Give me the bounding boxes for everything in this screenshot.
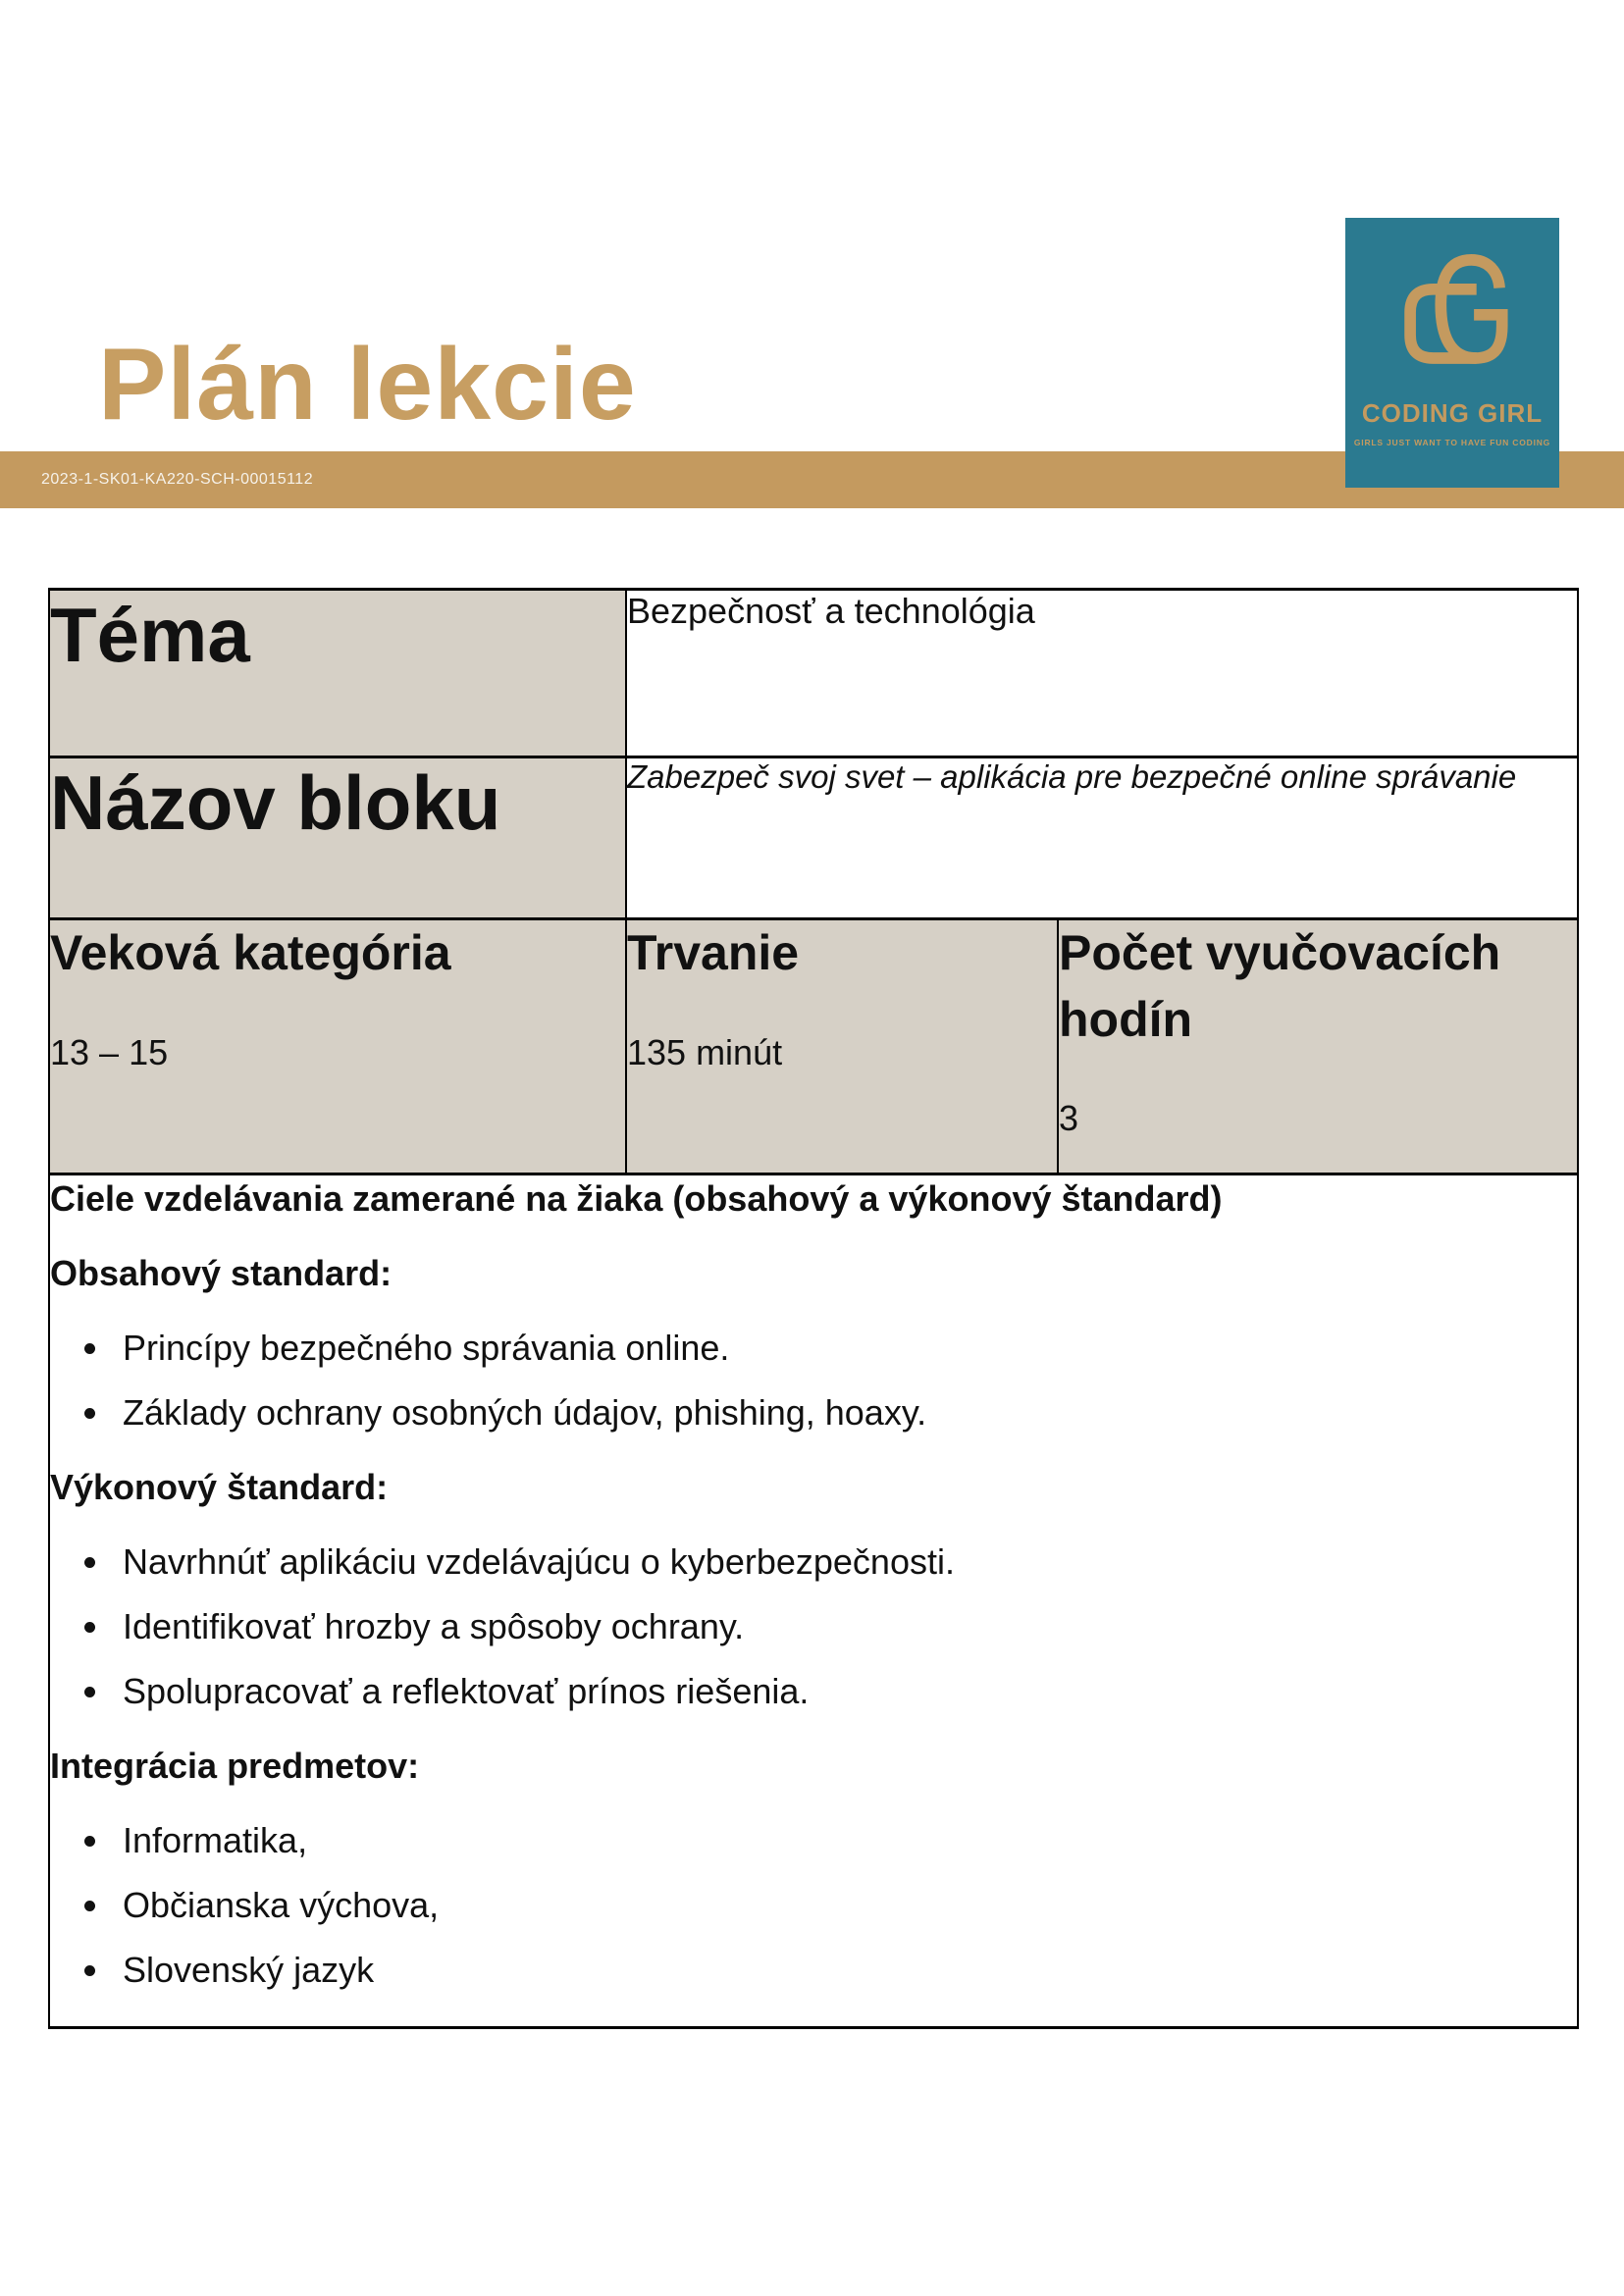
nazov-bloku-label: Názov bloku [49,757,626,919]
row-ciele [49,1174,1578,2028]
ciele-title: Ciele vzdelávania zamerané na žiaka (obsahový a výkonový štandard) [50,1178,1223,1219]
integracia-predmetov-list [50,1817,1577,1994]
pocet-hodin-cell [1058,919,1578,1174]
vekova-kategoria-label: Veková kategória [50,925,451,980]
obsahovy-standard-header: Obsahový standard: [50,1253,393,1293]
row-tema [49,590,1578,757]
integracia-predmetov-header: Integrácia predmetov: [50,1746,420,1786]
nazov-bloku-value: Zabezpeč svoj svet – aplikácia pre bezpečné online správanie [626,757,1578,919]
ciele-cell [49,1174,1578,2028]
vykonovy-standard-list [50,1539,1577,1715]
list-item: • Identifikovať hrozby a spôsoby ochrany. [113,1603,1577,1650]
pocet-hodin-label: Počet vyučovacích hodín [1059,925,1501,1047]
obsahovy-standard-list [50,1325,1577,1436]
trvanie-cell [626,919,1058,1174]
tema-label: Téma [49,590,626,757]
trvanie-label: Trvanie [627,925,800,980]
vekova-kategoria-cell [49,919,626,1174]
logo-tagline: GIRLS JUST WANT TO HAVE FUN CODING [1353,438,1551,447]
pocet-hodin-value: 3 [1059,1098,1079,1138]
coding-girl-logo [1345,218,1559,488]
list-item: • Princípy bezpečného správania online. [113,1325,1577,1372]
list-item: • Občianska výchova, [113,1882,1577,1929]
list-item: • Navrhnúť aplikáciu vzdelávajúcu o kyberbezpečnosti. [113,1539,1577,1586]
row-nazov-bloku [49,757,1578,919]
list-item: • Základy ochrany osobných údajov, phishing, hoaxy. [113,1389,1577,1436]
tema-value: Bezpečnosť a technológia [626,590,1578,757]
vykonovy-standard-header: Výkonový štandard: [50,1467,389,1507]
logo-name: CODING GIRL [1361,398,1544,428]
list-item: • Spolupracovať a reflektovať prínos riešenia. [113,1668,1577,1715]
trvanie-value: 135 minút [627,1031,783,1072]
vekova-kategoria-value: 13 – 15 [50,1031,169,1072]
page-title: Plán lekcie [98,328,637,442]
lesson-plan-table [48,588,1579,2029]
cg-monogram-icon [1388,241,1516,373]
list-item: • Informatika, [113,1817,1577,1864]
row-meta [49,919,1578,1174]
list-item: • Slovenský jazyk [113,1947,1577,1994]
project-code: 2023-1-SK01-KA220-SCH-00015112 [41,471,314,488]
